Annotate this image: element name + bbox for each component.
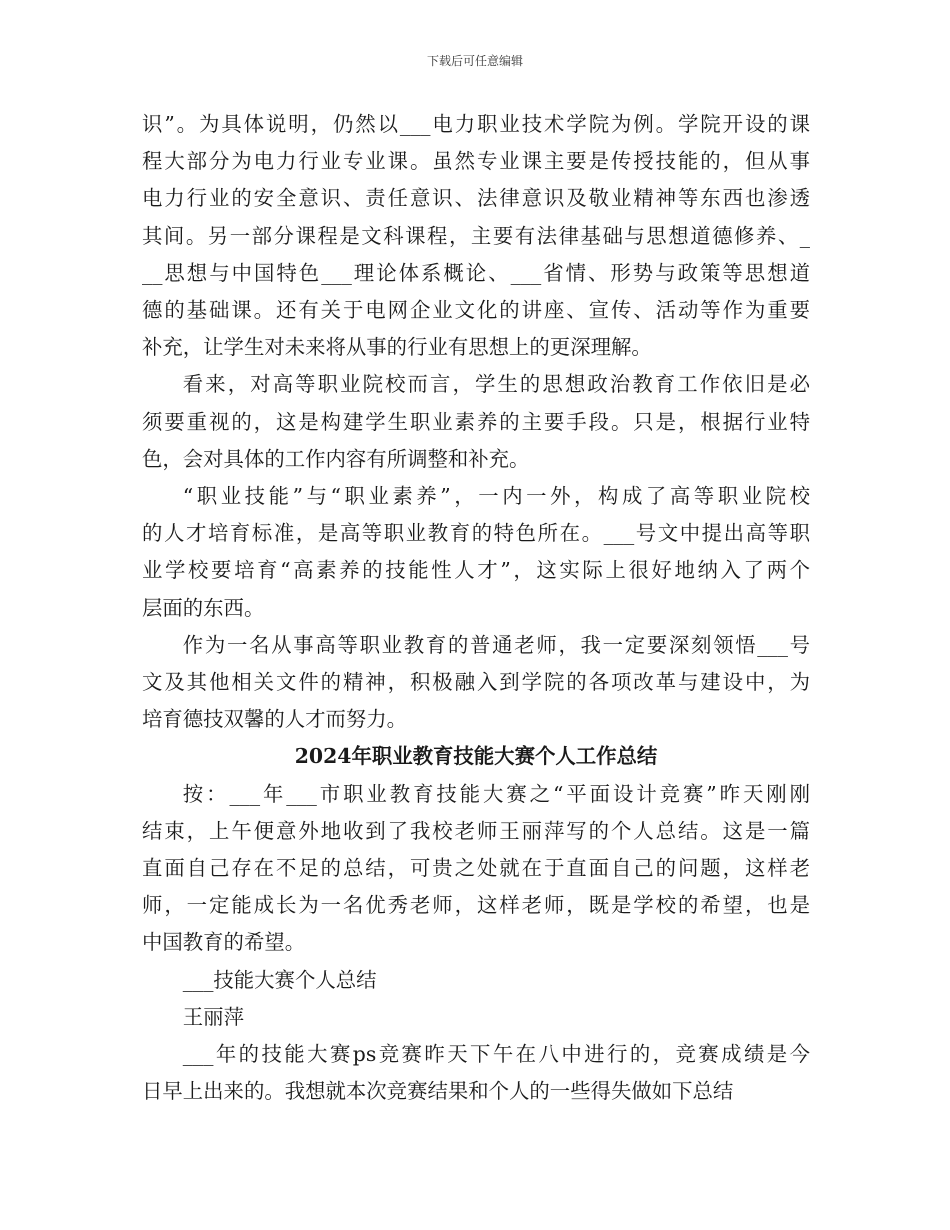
page-header: 下载后可任意编辑 (426, 54, 523, 68)
text-line: 直面自己存在不足的总结，可贵之处就在于直面自己的问题，这样老 (142, 856, 810, 881)
paragraph (142, 627, 810, 739)
paragraph (142, 776, 810, 962)
text-line: 看来，对高等职业院校而言，学生的思想政治教育工作依旧是必 (182, 372, 810, 397)
text-line: 德的基础课。还有关于电网企业文化的讲座、宣传、活动等作为重要 (142, 298, 810, 323)
text-line: 电力行业的安全意识、责任意识、法律意识及敬业精神等东西也渗透 (142, 186, 810, 211)
section-body-2 (142, 776, 810, 1111)
text-line: 的人才培育标准，是高等职业教育的特色所在。___号文中提出高等职 (142, 521, 810, 546)
text-line: 结束，上午便意外地收到了我校老师王丽萍写的个人总结。这是一篇 (142, 818, 810, 843)
paragraph (142, 1036, 810, 1110)
text-line: 作为一名从事高等职业教育的普通老师，我一定要深刻领悟___号 (182, 632, 810, 657)
text-line: 业学校要培育“高素养的技能性人才”，这实际上很好地纳入了两个 (142, 558, 810, 583)
text-line: 师，一定能成长为一名优秀老师，这样老师，既是学校的希望，也是 (142, 893, 810, 918)
paragraph (142, 106, 810, 366)
text-line: 色，会对具体的工作内容有所调整和补充。 (142, 446, 530, 471)
text-line: 日早上出来的。我想就本次竞赛结果和个人的一些得失做如下总结 (142, 1079, 734, 1104)
text-line: ___年的技能大赛ps竞赛昨天下午在八中进行的，竞赛成绩是今 (182, 1042, 810, 1067)
paragraph (142, 478, 810, 627)
text-line: 中国教育的希望。 (142, 930, 306, 955)
text-line: 程大部分为电力行业专业课。虽然专业课主要是传授技能的，但从事 (142, 149, 810, 174)
text-line: 须要重视的，这是构建学生职业素养的主要手段。只是，根据行业特 (142, 409, 810, 434)
section-title: 2024年职业教育技能大赛个人工作总结 (294, 744, 658, 769)
text-line: __思想与中国特色___理论体系概论、___省情、形势与政策等思想道 (142, 260, 810, 285)
text-line: 其间。另一部分课程是文科课程，主要有法律基础与思想道德修养、_ (142, 223, 810, 248)
paragraph (142, 366, 810, 478)
text-line: ___技能大赛个人总结 (182, 967, 377, 992)
text-line: 识”。为具体说明，仍然以___电力职业技术学院为例。学院开设的课 (142, 112, 810, 136)
text-line: “职业技能”与“职业素养”，一内一外，构成了高等职业院校 (182, 484, 810, 509)
text-line: 层面的东西。 (142, 595, 265, 620)
text-line: 文及其他相关文件的精神，积极融入到学院的各项改革与建设中，为 (142, 670, 810, 695)
document-body (142, 106, 810, 1110)
text-line: 培育德技双馨的人才而努力。 (142, 707, 408, 732)
paragraph (142, 962, 810, 999)
paragraph (142, 999, 810, 1036)
text-line: 王丽萍 (182, 1004, 244, 1029)
section-body-1 (142, 106, 810, 738)
text-line: 按：___年___市职业教育技能大赛之“平面设计竞赛”昨天刚刚 (182, 781, 810, 806)
text-line: 补充，让学生对未来将从事的行业有思想上的更深理解。 (142, 335, 652, 360)
